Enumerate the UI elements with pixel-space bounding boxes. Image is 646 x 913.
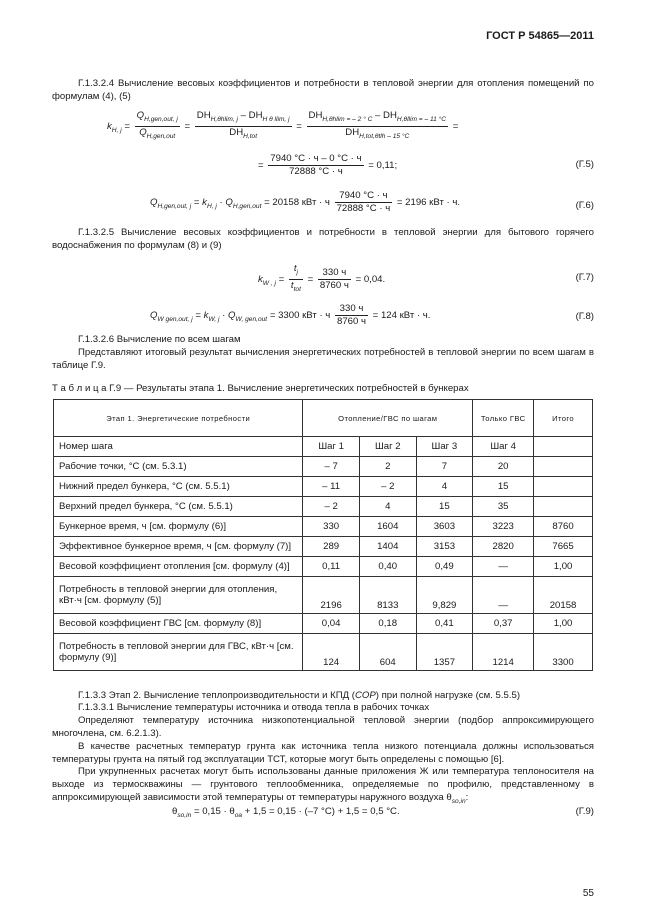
table-row-label: Верхний предел бункера, °С (см. 5.5.1) xyxy=(54,497,303,517)
table-cell xyxy=(534,477,593,497)
table-cell: 3300 xyxy=(534,634,593,671)
results-table xyxy=(53,399,593,671)
table-header-stage: Этап 1. Энергетические потребности xyxy=(54,400,303,437)
paragraph-approx: При укрупненных расчетах могут быть использованы данные приложения Ж или температура теплоносителя на выходе из термоскважины — грунтового теплообменника, определяемые по профилю, представленному в аппроксимирующей зависимости этой температуры от температуры наружного воздуха $\theta_{so,in}$: xyxy=(52,766,594,805)
equation-g9: $\theta_{so,in} = 0,15 \cdot \theta_{oa} + 1,5 = 0,15 \cdot (-7$ °C) + 1,5 = 0,5 °C. xyxy=(172,806,400,819)
eq-g5-lhs-sub: H, j xyxy=(111,126,122,134)
table-cell: 604 xyxy=(359,634,416,671)
paragraph-g1331: Г.1.3.3.1 Вычисление температуры источника и отвода тепла в рабочих точках xyxy=(78,702,430,713)
table-cell: 7665 xyxy=(534,537,593,557)
table-row xyxy=(54,614,593,634)
table-cell: 20158 xyxy=(534,577,593,614)
table-cell: 0,04 xyxy=(303,614,360,634)
table-cell: 35 xyxy=(473,497,534,517)
table-cell: Шаг 1 xyxy=(303,437,360,457)
eq-g6-number: (Г.6) xyxy=(575,200,594,211)
table-cell: 2196 xyxy=(303,577,360,614)
table-cell: 0,40 xyxy=(359,557,416,577)
table-row-label: Эффективное бункерное время, ч [см. формулу (7)] xyxy=(54,537,303,557)
table-cell: 9,829 xyxy=(416,577,473,614)
table-cell: 1357 xyxy=(416,634,473,671)
table-cell: 3223 xyxy=(473,517,534,537)
eq-g8-fraction: $\frac{330 ч}{8760 ч}$ xyxy=(336,303,366,327)
table-cell: Шаг 3 xyxy=(416,437,473,457)
table-cell: 0,18 xyxy=(359,614,416,634)
table-cell: 330 xyxy=(303,517,360,537)
table-cell: 20 xyxy=(473,457,534,477)
table-cell: – 2 xyxy=(359,477,416,497)
table-header-heating-dhw: Отопление/ГВС по шагам xyxy=(303,400,473,437)
eq-g5-fraction-4: $\frac{7940 ^\circ C \cdot ч - 0 ^\circ C \cdot ч}{72888 ^\circ C \cdot ч}$ xyxy=(270,153,362,177)
table-cell: 0,41 xyxy=(416,614,473,634)
table-cell: — xyxy=(473,557,534,577)
eq-g5-fraction-1: $\frac{Q_{H,gen,out, j}}{Q_{H,gen,out}}$ xyxy=(136,110,178,140)
eq-g6-fraction: $\frac{7940 ^\circ C \cdot ч}{72888 ^\circ C \cdot ч}$ xyxy=(336,190,391,214)
paragraph-define: Определяют температуру источника низкопотенциальной тепловой энергии (подбор аппроксимирующего многочлена, см. 6.2.1.3). xyxy=(52,715,594,739)
table-cell: 15 xyxy=(416,497,473,517)
table-cell: 289 xyxy=(303,537,360,557)
page-number: 55 xyxy=(582,888,594,899)
table-row xyxy=(54,557,593,577)
table-row-label: Потребность в тепловой энергии для ГВС, кВт·ч [см. формулу (9)] xyxy=(54,634,303,671)
eq-g5-fraction-3: $\frac{DH_{H,\theta hlim = - 2 ^\circ C} - DH_{H,\theta llim = - 11 ^\circ C}}{DH_{H,tot,\theta tlh - 15 ^\circ C}}$ xyxy=(308,110,447,140)
table-cell xyxy=(534,437,593,457)
document-code: ГОСТ Р 54865—2011 xyxy=(486,30,594,42)
table-cell: 8760 xyxy=(534,517,593,537)
table-row-label: Потребность в тепловой энергии для отопления, кВт·ч [см. формулу (5)] xyxy=(54,577,303,614)
table-cell: — xyxy=(473,577,534,614)
table-cell: 0,49 xyxy=(416,557,473,577)
table-row-label: Бункерное время, ч [см. формулу (6)] xyxy=(54,517,303,537)
eq-g8-number: (Г.8) xyxy=(575,311,594,322)
equation-g5-line1: $k_{H, j}$ = $\frac{Q_{H,gen,out, j}}{Q_{H,gen,out}}$ = $\frac{DH_{H,\theta hlim, j} - DH_{H \theta llim, j}}{DH_{H,tot}}$ = $\frac{DH_{H,\theta hlim = - 2 ^\circ C} - DH_{H,\theta llim = - 11 ^\circ C}}{DH_{H,tot,\theta tlh - 15 ^\circ C}}$ = xyxy=(107,110,458,143)
table-cell: 8133 xyxy=(359,577,416,614)
table-row xyxy=(54,517,593,537)
table-row-label: Весовой коэффициент отопления [см. формулу (4)] xyxy=(54,557,303,577)
table-row xyxy=(54,634,593,671)
table-cell: 1604 xyxy=(359,517,416,537)
table-cell xyxy=(534,457,593,477)
table-cell: 3603 xyxy=(416,517,473,537)
paragraph-ground: В качестве расчетных температур грунта как источника тепла низкого потенциала должны использоваться температуры грунта на пятый год эксплуатации ТСТ, которые могут быть определены с помощью [6]. xyxy=(52,741,594,765)
table-header-dhw-only: Только ГВС xyxy=(473,400,534,437)
table-cell: 1404 xyxy=(359,537,416,557)
equation-g8: $Q_{W gen,out, j} = k_{W, j} \cdot Q_{W, gen,out} = 3300$ кВт · ч $\frac{330 ч}{8760 ч}$ = 124 кВт · ч. xyxy=(150,303,431,327)
table-row-label: Весовой коэффициент ГВС [см. формулу (8)] xyxy=(54,614,303,634)
table-cell: 4 xyxy=(416,477,473,497)
table-row xyxy=(54,437,593,457)
table-cell: 2 xyxy=(359,457,416,477)
eq-g7-fraction-1: $\frac{t_j}{t_{tot}}$ xyxy=(290,263,301,293)
equation-g6: $Q_{H,gen,out, j} = k_{H, j} \cdot Q_{H,gen,out} = 20158$ кВт · ч $\frac{7940 ^\circ C \cdot ч}{72888 ^\circ C \cdot ч}$ = 2196 кВт · ч. xyxy=(150,190,461,214)
table-row xyxy=(54,577,593,614)
eq-g7-fraction-2: $\frac{330 ч}{8760 ч}$ xyxy=(319,266,349,291)
equation-g7: $k_{W , j}$ = $\frac{t_j}{t_{tot}}$ = $\frac{330 ч}{8760 ч}$ = 0,04. xyxy=(258,263,385,296)
table-cell: 2820 xyxy=(473,537,534,557)
table-header-row xyxy=(54,400,593,437)
table-cell: – 11 xyxy=(303,477,360,497)
table-cell: 124 xyxy=(303,634,360,671)
table-row-label: Номер шага xyxy=(54,437,303,457)
table-cell: 1,00 xyxy=(534,614,593,634)
table-cell: 0,11 xyxy=(303,557,360,577)
table-cell: 3153 xyxy=(416,537,473,557)
paragraph-g1324: Г.1.3.2.4 Вычисление весовых коэффициентов и потребности в тепловой энергии для отопления помещений по формулам (4), (5) xyxy=(52,78,594,102)
table-cell: Шаг 2 xyxy=(359,437,416,457)
table-cell: 1214 xyxy=(473,634,534,671)
table-cell: 7 xyxy=(416,457,473,477)
eq-g7-number: (Г.7) xyxy=(575,272,594,283)
table-row-label: Нижний предел бункера, °С (см. 5.5.1) xyxy=(54,477,303,497)
table-cell: 15 xyxy=(473,477,534,497)
table-row xyxy=(54,497,593,517)
paragraph-g1326-title: Г.1.3.2.6 Вычисление по всем шагам xyxy=(78,334,241,345)
table-cell: 1,00 xyxy=(534,557,593,577)
eq-g9-number: (Г.9) xyxy=(575,806,594,817)
table-cell: – 7 xyxy=(303,457,360,477)
paragraph-g133: Г.1.3.3 Этап 2. Вычисление теплопроизводительности и КПД (COP) при полной нагрузке (см. 5.5.5) xyxy=(78,690,521,701)
paragraph-g1326-text: Представляют итоговый результат вычисления энергетических потребностей в тепловой энергии по всем шагам в таблице Г.9. xyxy=(52,347,594,371)
eq-g5-number: (Г.5) xyxy=(575,159,594,170)
eq-g5-lhs: k xyxy=(107,120,112,132)
table-row xyxy=(54,477,593,497)
table-row-label: Рабочие точки, °С (см. 5.3.1) xyxy=(54,457,303,477)
equation-g5-line2: = $\frac{7940 ^\circ C \cdot ч - 0 ^\circ C \cdot ч}{72888 ^\circ C \cdot ч}$ = 0,11; xyxy=(258,153,398,177)
table-caption: Т а б л и ц а Г.9 — Результаты этапа 1. Вычисление энергетических потребностей в бункерах xyxy=(52,383,469,394)
eq-g5-result: = 0,11; xyxy=(368,160,398,172)
table-cell: 4 xyxy=(359,497,416,517)
table-cell: 0,37 xyxy=(473,614,534,634)
table-cell: – 2 xyxy=(303,497,360,517)
paragraph-g1325: Г.1.3.2.5 Вычисление весовых коэффициентов и потребности в тепловой энергии для бытового горячего водоснабжения по формулам (8) и (9) xyxy=(52,227,594,251)
table-header-total: Итого xyxy=(534,400,593,437)
table-row xyxy=(54,457,593,477)
table-cell: Шаг 4 xyxy=(473,437,534,457)
eq-g5-fraction-2: $\frac{DH_{H,\theta hlim, j} - DH_{H \theta llim, j}}{DH_{H,tot}}$ xyxy=(196,110,290,140)
table-cell xyxy=(534,497,593,517)
table-row xyxy=(54,537,593,557)
